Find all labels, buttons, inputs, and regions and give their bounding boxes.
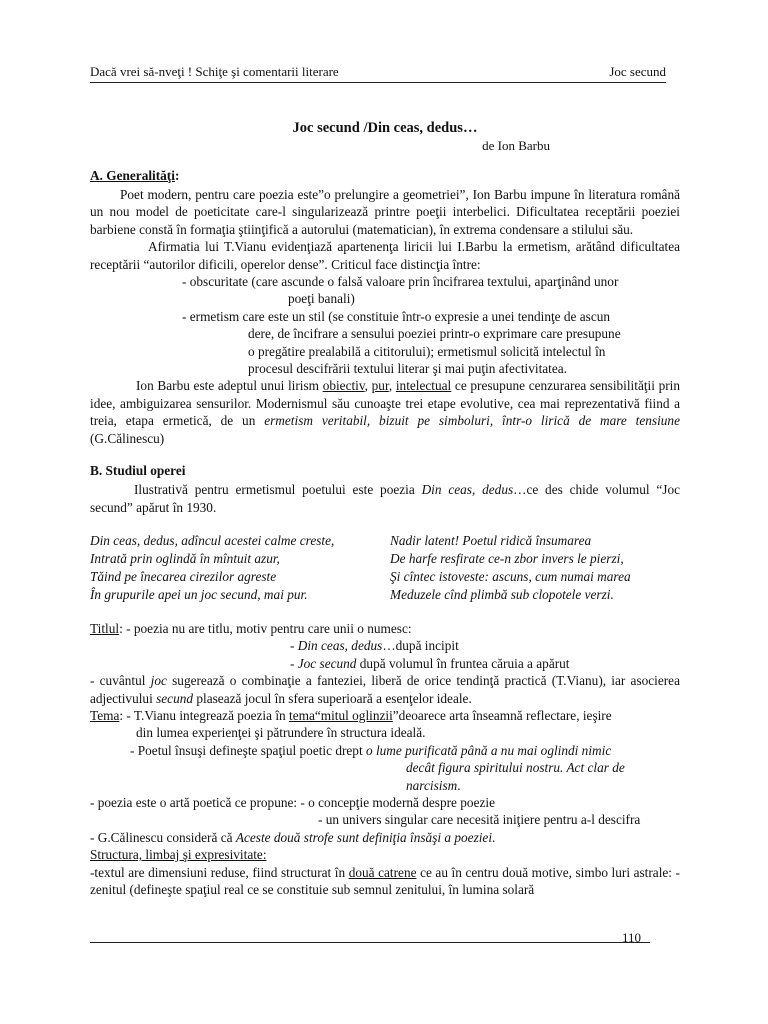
mitul-oglinzii: tema“mitul oglinzii	[289, 707, 393, 723]
calinescu-line: - G.Călinescu consideră că Aceste două strofe sunt definiţia însăşi a poeziei.	[90, 829, 496, 845]
paragraph-cuvant: - cuvântul joc sugerează o combinaţie a fanteziei, liberă de orice tendinţă practică (T.Vianu), iar asocierea adjectivului secund plasează jocul în sfera superioară a esenţelor ideale.	[90, 673, 680, 706]
keyword-pur: pur	[371, 378, 389, 394]
poem-left-stanza	[90, 532, 390, 604]
section-a-label: A. Generalităţi	[90, 168, 175, 183]
paragraph-a3: Ion Barbu este adeptul unui lirism obiectiv, pur, intelectual ce presupune cenzurarea sensibilităţii prin idee, ambiguizarea sensurilor. Modernismul său cunoaşte trei etape evolutive, cea mai reprezentativă fiind a treia, etapa ermetică, de un ermetism veritabil, bizuit pe simboluri, într-o lirică de mare tensiune (G.Călinescu)	[90, 378, 681, 446]
tema-cont: din lumea experienţei şi pătrundere în structura ideală.	[136, 725, 426, 741]
header-left-title: Dacă vrei să-nveţi ! Schiţe şi comentarii literare	[90, 64, 339, 79]
document-body	[90, 118, 680, 898]
keyword-intelectual: intelectual	[395, 378, 452, 394]
poem-title-ref: Din ceas, dedus	[421, 482, 514, 498]
keyword-obiectiv: obiectiv	[322, 378, 365, 394]
poem-right-line-2: De harfe resfirate ce-n zbor invers le pierzi,	[390, 550, 624, 566]
poem-left-line-1: Din ceas, dedus, adîncul acestei calme creste,	[90, 532, 335, 548]
list-item-obscuritate: - obscuritate (care ascunde o falsă valoare prin încifrarea textului, aparţinând unor	[182, 274, 619, 290]
section-a-heading: A. Generalităţi:	[90, 168, 180, 183]
doua-catrene: două catrene	[348, 864, 417, 880]
header-right-title: Joc secund	[609, 64, 666, 79]
titlu-option-2: - Joc secund după volumul în fruntea căruia a apărut	[290, 655, 570, 671]
poezia-line: - poezia este o artă poetică ce propune: - o concepţie modernă despre poezie	[90, 794, 495, 810]
structura-heading: Structura, limbaj şi expresivitate:	[90, 847, 267, 863]
tema-line: Tema: - T.Vianu integrează poezia în tema“mitul oglinzii”deoarece arta înseamnă reflectare, ieşire	[90, 707, 612, 723]
poem-left-line-3: Tăind pe înecarea cirezilor agreste	[90, 568, 277, 584]
paragraph-a2: Afirmatia lui T.Vianu evidenţiază apartenenţa liricii lui I.Barbu la ermetism, arătând dificultatea receptării “autorilor dificili, operelor dense”. Criticul face distincţia între:	[90, 239, 680, 272]
poem-block	[90, 532, 680, 604]
poem-right-line-4: Meduzele cînd plimbă sub clopotele verzi.	[390, 586, 614, 602]
quote-calinescu: ermetism veritabil, bizuit pe simboluri, într-o lirică de mare tensiune	[264, 413, 680, 429]
poem-right-line-1: Nadir latent! Poetul ridică însumarea	[390, 532, 592, 548]
poem-left-line-4: În grupurile apei un joc secund, mai pur.	[90, 586, 308, 602]
poezia-cont: - un univers singular care necesită iniţiere pentru a-l descifra	[318, 812, 641, 828]
list-item-obscuritate-cont: poeţi banali)	[288, 291, 355, 307]
titlu-line: Titlul: - poezia nu are titlu, motiv pentru care unii o numesc:	[90, 620, 412, 636]
running-header	[90, 64, 666, 83]
list-item-ermetism-cont2: o pregătire prealabilă a cititorului); ermetismul solicită intelectul în	[248, 343, 606, 359]
poem-right-line-3: Şi cîntec istoveste: ascuns, cum numai marea	[390, 568, 631, 584]
tema-label: Tema	[90, 707, 120, 723]
paragraph-a1: Poet modern, pentru care poezia este”o prelungire a geometriei”, Ion Barbu impune în literatura română un nou model de poeticitate care-l singularizează printre poeţii interbelici. Dificultatea receptării poeziei barbiene constă în formaţia ştiinţifică a autorului (matematician), în extrema condensare a stilului său.	[90, 187, 680, 237]
document-author: de Ion Barbu	[482, 138, 550, 153]
section-b-heading: B. Studiul operei	[90, 463, 186, 479]
titlu-label: Titlul	[90, 620, 120, 636]
poem-right-stanza	[390, 532, 680, 604]
tema-poet-line: - Poetul însuşi defineşte spaţiul poetic drept o lume purificată până a nu mai oglindi nimic	[130, 742, 612, 758]
page-number: 110	[622, 930, 642, 945]
titlu-option-1: - Din ceas, dedus…după incipit	[290, 638, 459, 654]
footer-rule	[90, 942, 650, 943]
list-item-ermetism-cont1: dere, de încifrare a sensului poeziei printr-o exprimare care presupune	[248, 326, 621, 342]
paragraph-structura: -textul are dimensiuni reduse, fiind structurat în două catrene ce au în centru două motive, simbo luri astrale: - zenitul (defineşte spaţiul real ce se constituie sub semnul zenitului, în lumina solară	[90, 864, 680, 897]
poem-left-line-2: Intrată prin oglindă în mîntuit azur,	[90, 550, 280, 566]
paragraph-b1: Ilustrativă pentru ermetismul poetului este poezia Din ceas, dedus…ce des chide volumul “Joc secund” apărut în 1930.	[90, 482, 680, 515]
tema-poet-cont: decât figura spiritului nostru. Act clar de narcisism.	[406, 760, 625, 793]
list-item-ermetism-cont3: procesul descifrării textului literar şi mai puţin afectivitatea.	[248, 361, 568, 377]
list-item-ermetism: - ermetism care este un stil (se constituie într-o expresie a unei tendinţe de ascun	[182, 308, 611, 324]
document-title: Joc secund /Din ceas, dedus…	[292, 120, 478, 136]
